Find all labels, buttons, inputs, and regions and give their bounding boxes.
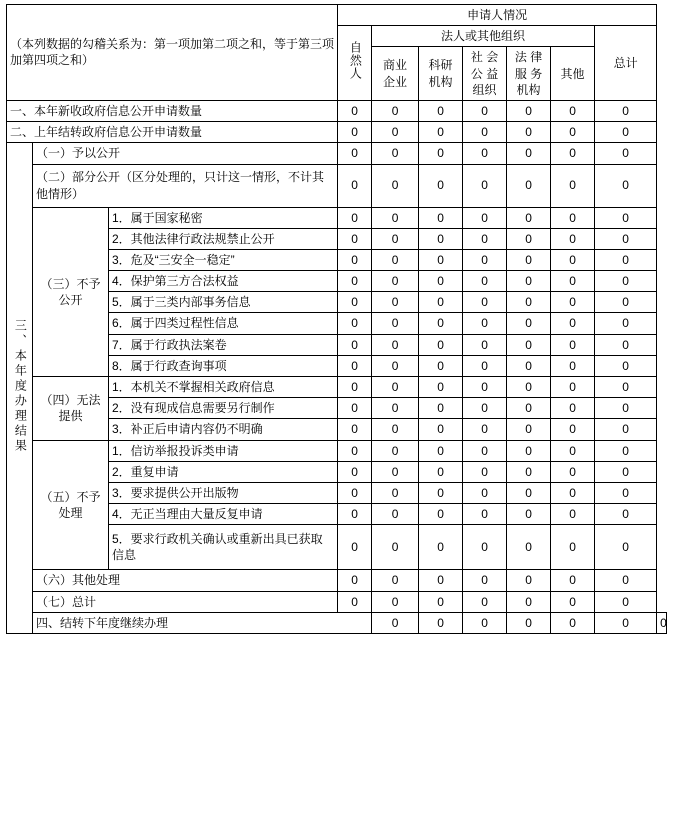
cell-value: 0 <box>551 591 595 612</box>
cell-value: 0 <box>338 271 372 292</box>
cell-value: 0 <box>657 612 667 633</box>
cell-value: 0 <box>372 525 419 570</box>
cell-value: 0 <box>338 461 372 482</box>
cell-value: 0 <box>338 164 372 207</box>
cell-value: 0 <box>419 355 463 376</box>
table-row <box>7 122 667 143</box>
cell-value: 0 <box>338 419 372 440</box>
cell-value: 0 <box>372 461 419 482</box>
cell-value: 0 <box>595 440 657 461</box>
cell-value: 0 <box>551 570 595 591</box>
cell-value: 0 <box>338 355 372 376</box>
cell-value: 0 <box>595 612 657 633</box>
cell-value: 0 <box>551 504 595 525</box>
table-row <box>7 570 667 591</box>
cell-value: 0 <box>595 482 657 503</box>
cell-value: 0 <box>419 419 463 440</box>
cell-value: 0 <box>463 525 507 570</box>
row-label: 二、上年结转政府信息公开申请数量 <box>7 122 338 143</box>
header-other: 其他 <box>551 47 595 101</box>
cell-value: 0 <box>551 313 595 334</box>
cell-value: 0 <box>338 143 372 164</box>
cell-value: 0 <box>419 504 463 525</box>
cell-value: 0 <box>372 377 419 398</box>
cell-value: 0 <box>507 419 551 440</box>
table-row <box>7 612 667 633</box>
cell-value: 0 <box>463 164 507 207</box>
cell-value: 0 <box>338 100 372 121</box>
cell-value: 0 <box>507 334 551 355</box>
cell-value: 0 <box>372 440 419 461</box>
cell-value: 0 <box>507 398 551 419</box>
cell-value: 0 <box>338 122 372 143</box>
cell-value: 0 <box>595 591 657 612</box>
cell-value: 0 <box>507 377 551 398</box>
cell-value: 0 <box>551 398 595 419</box>
cell-value: 0 <box>595 504 657 525</box>
row-label: 7．属于行政执法案卷 <box>109 334 338 355</box>
header-research-institution: 科研 机构 <box>419 47 463 101</box>
table-header-row-1 <box>7 5 667 26</box>
cell-value: 0 <box>338 504 372 525</box>
cell-value: 0 <box>463 419 507 440</box>
row-label: 1．信访举报投诉类申请 <box>109 440 338 461</box>
cell-value: 0 <box>338 377 372 398</box>
cell-value: 0 <box>463 612 507 633</box>
cell-value: 0 <box>372 570 419 591</box>
cell-value: 0 <box>372 482 419 503</box>
row-label: 4．无正当理由大量反复申请 <box>109 504 338 525</box>
cell-value: 0 <box>372 271 419 292</box>
row-label: 1．属于国家秘密 <box>109 207 338 228</box>
table-row <box>7 440 667 461</box>
cell-value: 0 <box>419 570 463 591</box>
cell-value: 0 <box>372 398 419 419</box>
cell-value: 0 <box>419 440 463 461</box>
cell-value: 0 <box>463 292 507 313</box>
cell-value: 0 <box>551 355 595 376</box>
cell-value: 0 <box>419 207 463 228</box>
cell-value: 0 <box>595 461 657 482</box>
cell-value: 0 <box>507 122 551 143</box>
cell-value: 0 <box>463 461 507 482</box>
cell-value: 0 <box>419 122 463 143</box>
cell-value: 0 <box>507 525 551 570</box>
cell-value: 0 <box>338 313 372 334</box>
cell-value: 0 <box>595 143 657 164</box>
cell-value: 0 <box>507 164 551 207</box>
cell-value: 0 <box>507 440 551 461</box>
cell-value: 0 <box>419 313 463 334</box>
cell-value: 0 <box>463 207 507 228</box>
row-label: 3．要求提供公开出版物 <box>109 482 338 503</box>
cell-value: 0 <box>419 143 463 164</box>
cell-value: 0 <box>507 570 551 591</box>
cell-value: 0 <box>463 100 507 121</box>
row-label: 2．重复申请 <box>109 461 338 482</box>
cell-value: 0 <box>595 398 657 419</box>
cell-value: 0 <box>372 313 419 334</box>
table-row <box>7 143 667 164</box>
cell-value: 0 <box>463 313 507 334</box>
cell-value: 0 <box>551 334 595 355</box>
cell-value: 0 <box>551 440 595 461</box>
cell-value: 0 <box>419 377 463 398</box>
group-label-wu-fa-ti-gong: （四）无法提供 <box>33 377 109 441</box>
cell-value: 0 <box>463 570 507 591</box>
cell-value: 0 <box>338 292 372 313</box>
cell-value: 0 <box>463 334 507 355</box>
cell-value: 0 <box>595 100 657 121</box>
cell-value: 0 <box>595 334 657 355</box>
table-row <box>7 207 667 228</box>
header-legal-group: 法人或其他组织 <box>372 26 595 47</box>
cell-value: 0 <box>595 355 657 376</box>
cell-value: 0 <box>419 292 463 313</box>
cell-value: 0 <box>338 228 372 249</box>
cell-value: 0 <box>595 207 657 228</box>
row-label: 5．要求行政机关确认或重新出具已获取信息 <box>109 525 338 570</box>
cell-value: 0 <box>419 591 463 612</box>
cell-value: 0 <box>338 482 372 503</box>
cell-value: 0 <box>419 398 463 419</box>
row-label: 3．补正后申请内容仍不明确 <box>109 419 338 440</box>
cell-value: 0 <box>595 228 657 249</box>
cell-value: 0 <box>372 100 419 121</box>
cell-value: 0 <box>507 143 551 164</box>
header-commercial-enterprise: 商业 企业 <box>372 47 419 101</box>
cell-value: 0 <box>507 461 551 482</box>
cell-value: 0 <box>419 164 463 207</box>
cell-value: 0 <box>507 355 551 376</box>
header-natural-person: 自然人 <box>338 26 372 101</box>
row-label: 1．本机关不掌握相关政府信息 <box>109 377 338 398</box>
cell-value: 0 <box>507 313 551 334</box>
cell-value: 0 <box>372 292 419 313</box>
cell-value: 0 <box>463 355 507 376</box>
cell-value: 0 <box>507 100 551 121</box>
header-public-welfare-org: 社 会 公 益 组织 <box>463 47 507 101</box>
cell-value: 0 <box>463 143 507 164</box>
row-label: （一）予以公开 <box>33 143 338 164</box>
cell-value: 0 <box>551 292 595 313</box>
cell-value: 0 <box>372 334 419 355</box>
row-label: 3．危及“三安全一稳定” <box>109 249 338 270</box>
cell-value: 0 <box>507 271 551 292</box>
cell-value: 0 <box>419 525 463 570</box>
cell-value: 0 <box>338 591 372 612</box>
cell-value: 0 <box>419 334 463 355</box>
cell-value: 0 <box>463 122 507 143</box>
cell-value: 0 <box>463 482 507 503</box>
cell-value: 0 <box>338 570 372 591</box>
cell-value: 0 <box>507 228 551 249</box>
cell-value: 0 <box>595 122 657 143</box>
cell-value: 0 <box>551 612 595 633</box>
cell-value: 0 <box>507 482 551 503</box>
cell-value: 0 <box>338 207 372 228</box>
cell-value: 0 <box>551 525 595 570</box>
cell-value: 0 <box>419 482 463 503</box>
cell-value: 0 <box>338 398 372 419</box>
row-label: 一、本年新收政府信息公开申请数量 <box>7 100 338 121</box>
header-applicant-group: 申请人情况 <box>338 5 657 26</box>
row-label: 4．保护第三方合法权益 <box>109 271 338 292</box>
cell-value: 0 <box>551 377 595 398</box>
cell-value: 0 <box>372 143 419 164</box>
cell-value: 0 <box>463 228 507 249</box>
cell-value: 0 <box>507 249 551 270</box>
row-label: 2．其他法律行政法规禁止公开 <box>109 228 338 249</box>
cell-value: 0 <box>419 461 463 482</box>
cell-value: 0 <box>551 100 595 121</box>
cell-value: 0 <box>551 271 595 292</box>
row-label: （七）总计 <box>33 591 338 612</box>
cell-value: 0 <box>419 100 463 121</box>
cell-value: 0 <box>372 612 419 633</box>
cell-value: 0 <box>551 122 595 143</box>
row-label: 2．没有现成信息需要另行制作 <box>109 398 338 419</box>
table-row <box>7 100 667 121</box>
cell-value: 0 <box>463 440 507 461</box>
cell-value: 0 <box>595 419 657 440</box>
cell-value: 0 <box>463 377 507 398</box>
cell-value: 0 <box>372 122 419 143</box>
cell-value: 0 <box>595 292 657 313</box>
row-label: （二）部分公开（区分处理的，只计这一情形，不计其他情形） <box>33 164 338 207</box>
cell-value: 0 <box>595 249 657 270</box>
table-row <box>7 377 667 398</box>
header-legal-service-org: 法 律 服 务 机构 <box>507 47 551 101</box>
section3-label-cell: 三、本年度办理结果 <box>7 143 33 634</box>
cell-value: 0 <box>551 143 595 164</box>
cell-value: 0 <box>463 249 507 270</box>
cell-value: 0 <box>372 228 419 249</box>
cell-value: 0 <box>419 228 463 249</box>
cell-value: 0 <box>595 377 657 398</box>
cell-value: 0 <box>595 313 657 334</box>
cell-value: 0 <box>338 440 372 461</box>
row-label: 四、结转下年度继续办理 <box>33 612 372 633</box>
table-row <box>7 164 667 207</box>
cell-value: 0 <box>595 570 657 591</box>
table-row <box>7 591 667 612</box>
header-total: 总计 <box>595 26 657 101</box>
cell-value: 0 <box>595 525 657 570</box>
cell-value: 0 <box>507 504 551 525</box>
information-disclosure-table <box>6 4 667 634</box>
cell-value: 0 <box>372 355 419 376</box>
cell-value: 0 <box>372 207 419 228</box>
cell-value: 0 <box>551 207 595 228</box>
cell-value: 0 <box>338 249 372 270</box>
note-cell: （本列数据的勾稽关系为：第一项加第二项之和，等于第三项加第四项之和） <box>7 5 338 101</box>
cell-value: 0 <box>419 271 463 292</box>
cell-value: 0 <box>463 591 507 612</box>
cell-value: 0 <box>338 525 372 570</box>
group-label-bu-yu-chu-li: （五）不予处理 <box>33 440 109 570</box>
cell-value: 0 <box>419 612 463 633</box>
cell-value: 0 <box>551 228 595 249</box>
group-label-bu-yu-gong-kai: （三）不予公开 <box>33 207 109 377</box>
cell-value: 0 <box>507 591 551 612</box>
cell-value: 0 <box>463 271 507 292</box>
row-label: 6．属于四类过程性信息 <box>109 313 338 334</box>
cell-value: 0 <box>372 164 419 207</box>
cell-value: 0 <box>551 164 595 207</box>
row-label: （六）其他处理 <box>33 570 338 591</box>
cell-value: 0 <box>419 249 463 270</box>
row-label: 5．属于三类内部事务信息 <box>109 292 338 313</box>
cell-value: 0 <box>551 482 595 503</box>
cell-value: 0 <box>372 504 419 525</box>
cell-value: 0 <box>338 334 372 355</box>
cell-value: 0 <box>595 164 657 207</box>
row-label: 8．属于行政查询事项 <box>109 355 338 376</box>
cell-value: 0 <box>507 612 551 633</box>
cell-value: 0 <box>372 249 419 270</box>
cell-value: 0 <box>463 504 507 525</box>
cell-value: 0 <box>595 271 657 292</box>
cell-value: 0 <box>551 419 595 440</box>
cell-value: 0 <box>551 461 595 482</box>
cell-value: 0 <box>551 249 595 270</box>
cell-value: 0 <box>372 591 419 612</box>
cell-value: 0 <box>507 207 551 228</box>
cell-value: 0 <box>463 398 507 419</box>
cell-value: 0 <box>372 419 419 440</box>
cell-value: 0 <box>507 292 551 313</box>
